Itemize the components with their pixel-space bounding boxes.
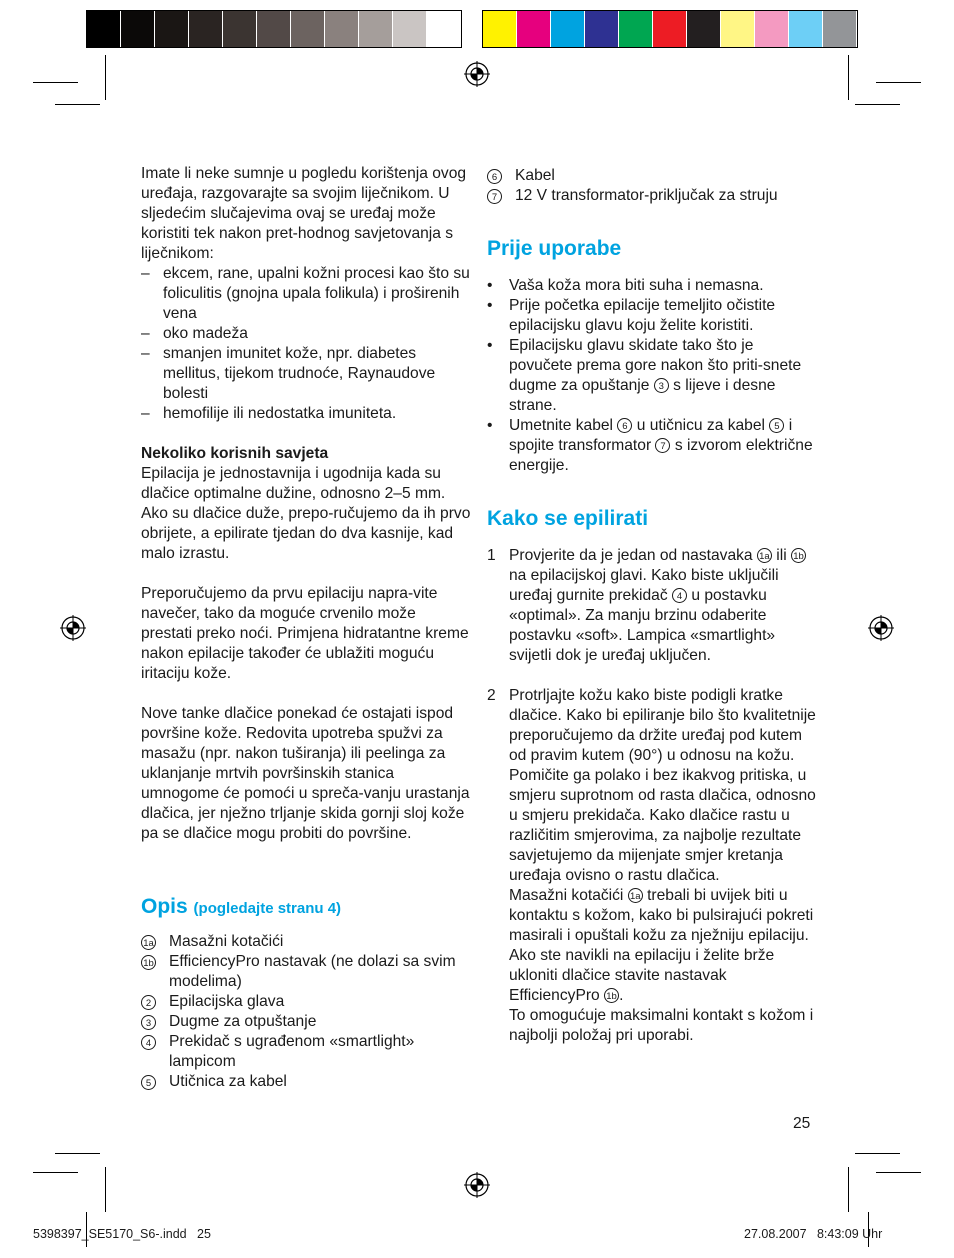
list-item: • Prije početka epilacije temeljito očistite epilacijsku glavu koju želite koristiti. (487, 297, 776, 334)
part-number-badge: 7 (655, 438, 670, 453)
part-list-item: 3 Dugme za otpuštanje (141, 1012, 471, 1032)
intro-paragraph: Imate li neke sumnje u pogledu korištenja ovog uređaja, razgovarajte sa svojim liječnikom. U sljedećim slučajevima ovaj se uređaj može koristiti tek nakon pret-hodnog savjetovanja s liječnikom: (141, 165, 467, 262)
part-list-item: 6 Kabel (487, 166, 817, 186)
part-number-badge: 6 (487, 169, 502, 184)
part-list-item: 4 Prekidač s ugrađenom «smartlight» lampicom (141, 1032, 471, 1072)
color-swatch (189, 11, 223, 47)
part-number-badge: 3 (654, 378, 669, 393)
color-swatch (257, 11, 291, 47)
crop-mark (105, 1167, 106, 1212)
kako-se-epilirati-heading: Kako se epilirati (487, 507, 649, 530)
opis-title: Opis (141, 895, 188, 918)
list-item: – hemofilije ili nedostatka imuniteta. (141, 405, 397, 422)
tips-title: Nekoliko korisnih savjeta (141, 445, 329, 462)
color-swatch (789, 11, 823, 47)
tips-paragraph: Nove tanke dlačice ponekad će ostajati ispod površine kože. Redovita upotreba spužvi za masažu (npr. nakon tuširanja) ili peelinga za uklanjanje mrtvih površinskih stanica umnogome će pomoći u spreča-vanju urastanja dlačica, jer nježno trljanje skida gornji sloj kože pa se dlačice mogu probiti do površine. (141, 705, 470, 842)
color-swatch (619, 11, 653, 47)
part-list-item: 2 Epilacijska glava (141, 992, 471, 1012)
color-swatch (585, 11, 619, 47)
crop-mark (876, 82, 921, 83)
parts-list-continued (487, 166, 817, 206)
list-item: • Umetnite kabel 6 u utičnicu za kabel 5 i spojite transformator 7 s izvorom električne energije. (487, 417, 813, 474)
part-number-badge: 2 (141, 995, 156, 1010)
part-number-badge: 1a (757, 548, 772, 563)
list-item: – smanjen imunitet kože, npr. diabetes mellitus, tijekom trudnoće, Raynaudove bolesti (141, 345, 436, 402)
color-swatch (121, 11, 155, 47)
list-item: • Epilacijsku glavu skidate tako što je povučete prema gore nakon što priti-snete dugme za opuštanje 3 s lijeve i desne strane. (487, 337, 802, 414)
crop-mark (55, 104, 100, 105)
crop-mark (33, 82, 78, 83)
step-item: 2 Protrljajte kožu kako biste podigli kratke dlačice. Kako bi epiliranje bilo što kvalitetnije preporučujemo da držite uređaj pod kutem od pravim kutem (90°) u odnosu na kožu. Pomičite ga polako i bez ikakvog pritiska, u smjeru suprotnom od rasta dlačica, odnosno u smjeru prekidača. Kako dlačice rastu u različitim smjerovima, za najbolje rezultate savjetujemo da mijenjate smjer kretanja uređaja ovisno o rastu dlačica. Masažni kotačići 1a trebali bi uvijek biti u kontaktu s kožom, kako bi pulsirajući pokreti masirali i opuštali kožu za nježniju epilaciju. Ako ste navikli na epilaciju i želite brže ukloniti dlačice stavite nastavak EfficiencyPro 1b . To omogućuje maksimalni kontakt s kožom i najbolji položaj pri uporabi. (487, 687, 816, 1044)
crop-mark (33, 1172, 78, 1173)
footer-timestamp: 27.08.2007 8:43:09 Uhr (744, 1227, 883, 1241)
color-swatch (359, 11, 393, 47)
left-column (141, 164, 471, 1092)
color-swatch (755, 11, 789, 47)
color-swatch (551, 11, 585, 47)
part-number-badge: 4 (672, 588, 687, 603)
registration-mark-icon (60, 615, 86, 641)
page-number: 25 (793, 1115, 811, 1132)
color-swatch (823, 11, 857, 47)
crop-mark (855, 1153, 900, 1154)
conditions-list (141, 264, 471, 424)
list-item: • Vaša koža mora biti suha i nemasna. (487, 277, 764, 294)
crop-mark (848, 1167, 849, 1212)
part-number-badge: 1b (141, 955, 156, 970)
color-swatch (517, 11, 551, 47)
part-list-item: 1b EfficiencyPro nastavak (ne dolazi sa svim modelima) (141, 952, 471, 992)
crop-mark (855, 104, 900, 105)
part-number-badge: 6 (617, 418, 632, 433)
footer-file-info: 5398397_SE5170_S6-.indd 25 (33, 1227, 211, 1241)
prije-uporabe-heading: Prije uporabe (487, 237, 622, 260)
color-calibration-bar-left (86, 10, 462, 48)
color-swatch (155, 11, 189, 47)
part-list-item: 1a Masažni kotačići (141, 932, 471, 952)
opis-heading (141, 894, 471, 922)
list-item: – oko madeža (141, 325, 248, 342)
color-swatch (393, 11, 427, 47)
color-swatch (653, 11, 687, 47)
part-list-item: 7 12 V transformator-priključak za struju (487, 186, 817, 206)
part-number-badge: 1b (791, 548, 806, 563)
tips-paragraph: Epilacija je jednostavnija i ugodnija kada su dlačice optimalne dužine, odnosno 2–5 mm. Ako su dlačice duže, prepo-ručujemo da ih prvo obrijete, a epilirate tjedan do dva kasnije, kad malo izrastu. (141, 465, 471, 562)
part-number-badge: 5 (769, 418, 784, 433)
part-number-badge: 3 (141, 1015, 156, 1030)
tips-paragraph: Preporučujemo da prvu epilaciju napra-vite navečer, tako da moguće crvenilo može prestati preko noći. Primjena hidratantne kreme nakon epilacije također će ublažiti moguću iritaciju kože. (141, 585, 469, 682)
part-number-badge: 7 (487, 189, 502, 204)
part-list-item: 5 Utičnica za kabel (141, 1072, 471, 1092)
part-number-badge: 1a (141, 935, 156, 950)
color-swatch (687, 11, 721, 47)
color-swatch (223, 11, 257, 47)
registration-mark-icon (464, 61, 490, 87)
crop-mark (848, 55, 849, 100)
color-swatch (427, 11, 461, 47)
list-item: – ekcem, rane, upalni kožni procesi kao što su foliculitis (gnojna upala folikula) i proširenih vena (141, 265, 470, 322)
step-item: 1 Provjerite da je jedan od nastavaka 1a ili 1b na epilacijskoj glavi. Kako biste uključili uređaj gurnite prekidač 4 u postavku «optimal». Za manju brzinu odaberite postavku «soft». Lampica «smartlight» svijetli dok je uređaj uključen. (487, 546, 817, 666)
color-swatch (721, 11, 755, 47)
opis-subtitle: (pogledajte stranu 4) (193, 900, 342, 917)
registration-mark-icon (464, 1172, 490, 1198)
registration-mark-icon (868, 615, 894, 641)
part-number-badge: 5 (141, 1075, 156, 1090)
color-calibration-bar-right (482, 10, 858, 48)
parts-list (141, 932, 471, 1092)
crop-mark (105, 55, 106, 100)
crop-mark (55, 1153, 100, 1154)
part-number-badge: 4 (141, 1035, 156, 1050)
color-swatch (325, 11, 359, 47)
part-number-badge: 1a (628, 888, 643, 903)
part-number-badge: 1b (604, 988, 619, 1003)
color-swatch (483, 11, 517, 47)
crop-mark (876, 1172, 921, 1173)
right-column (487, 166, 817, 1046)
color-swatch (291, 11, 325, 47)
color-swatch (87, 11, 121, 47)
